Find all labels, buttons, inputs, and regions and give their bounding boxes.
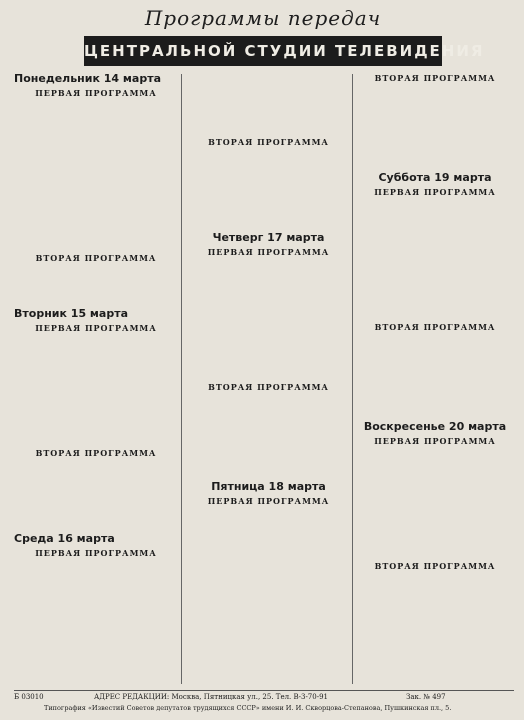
program-label: ВТОРАЯ ПРОГРАММА [35,448,157,458]
program-label: ПЕРВАЯ ПРОГРАММА [374,436,496,446]
schedule-block [356,334,514,418]
program-label: ВТОРАЯ ПРОГРАММА [374,73,496,83]
schedule-block [356,448,514,558]
program-label: ПЕРВАЯ ПРОГРАММА [207,247,330,257]
schedule-block [187,72,350,134]
day-heading-monday: Понедельник 14 марта [14,72,162,85]
program-label: ВТОРАЯ ПРОГРАММА [374,322,496,332]
day-heading-sunday: Воскресенье 20 марта [363,420,507,433]
column-left [14,70,178,560]
footer-order: Зак. № 497 [406,693,446,701]
masthead-band-title: ЦЕНТРАЛЬНОЙ СТУДИИ ТЕЛЕВИДЕНИЯ [84,36,442,66]
column-divider [352,74,353,684]
schedule-block [356,85,514,169]
schedule-block [14,100,178,250]
program-label: ПЕРВАЯ ПРОГРАММА [35,548,157,558]
program-label: ВТОРАЯ ПРОГРАММА [374,561,496,571]
footer-code: Б 03010 [14,693,44,701]
program-label: ВТОРАЯ ПРОГРАММА [208,137,329,147]
schedule-block [14,460,178,530]
masthead-script-title: Программы передач [144,6,382,30]
program-label: ВТОРАЯ ПРОГРАММА [208,382,329,392]
column-right [356,70,514,573]
day-heading-thursday: Четверг 17 марта [212,231,325,244]
program-label: ПЕРВАЯ ПРОГРАММА [35,323,157,333]
footer-printing: Типография «Известий Советов депутатов трудящихся СССР» имени И. И. Скворцова-Степанова, Пушкинская пл., 5. [44,704,452,712]
schedule-block [14,335,178,445]
day-heading-wednesday: Среда 16 марта [14,532,115,545]
column-divider [181,74,182,684]
program-label: ПЕРВАЯ ПРОГРАММА [35,88,157,98]
column-middle [187,72,350,508]
program-label: ПЕРВАЯ ПРОГРАММА [207,496,330,506]
masthead-banner [84,6,485,68]
schedule-block [187,149,350,229]
schedule-block [356,199,514,319]
footer-address: АДРЕС РЕДАКЦИИ: Москва, Пятницкая ул., 25. Тел. В-3-70-91 [94,693,328,701]
day-heading-saturday: Суббота 19 марта [378,171,492,184]
schedule-block [14,265,178,305]
program-label: ВТОРАЯ ПРОГРАММА [35,253,157,263]
day-heading-friday: Пятница 18 марта [211,480,326,493]
footer-rule [14,690,514,691]
day-heading-tuesday: Вторник 15 марта [14,307,129,320]
schedule-block [187,394,350,478]
schedule-block [187,259,350,379]
program-label: ПЕРВАЯ ПРОГРАММА [374,187,496,197]
